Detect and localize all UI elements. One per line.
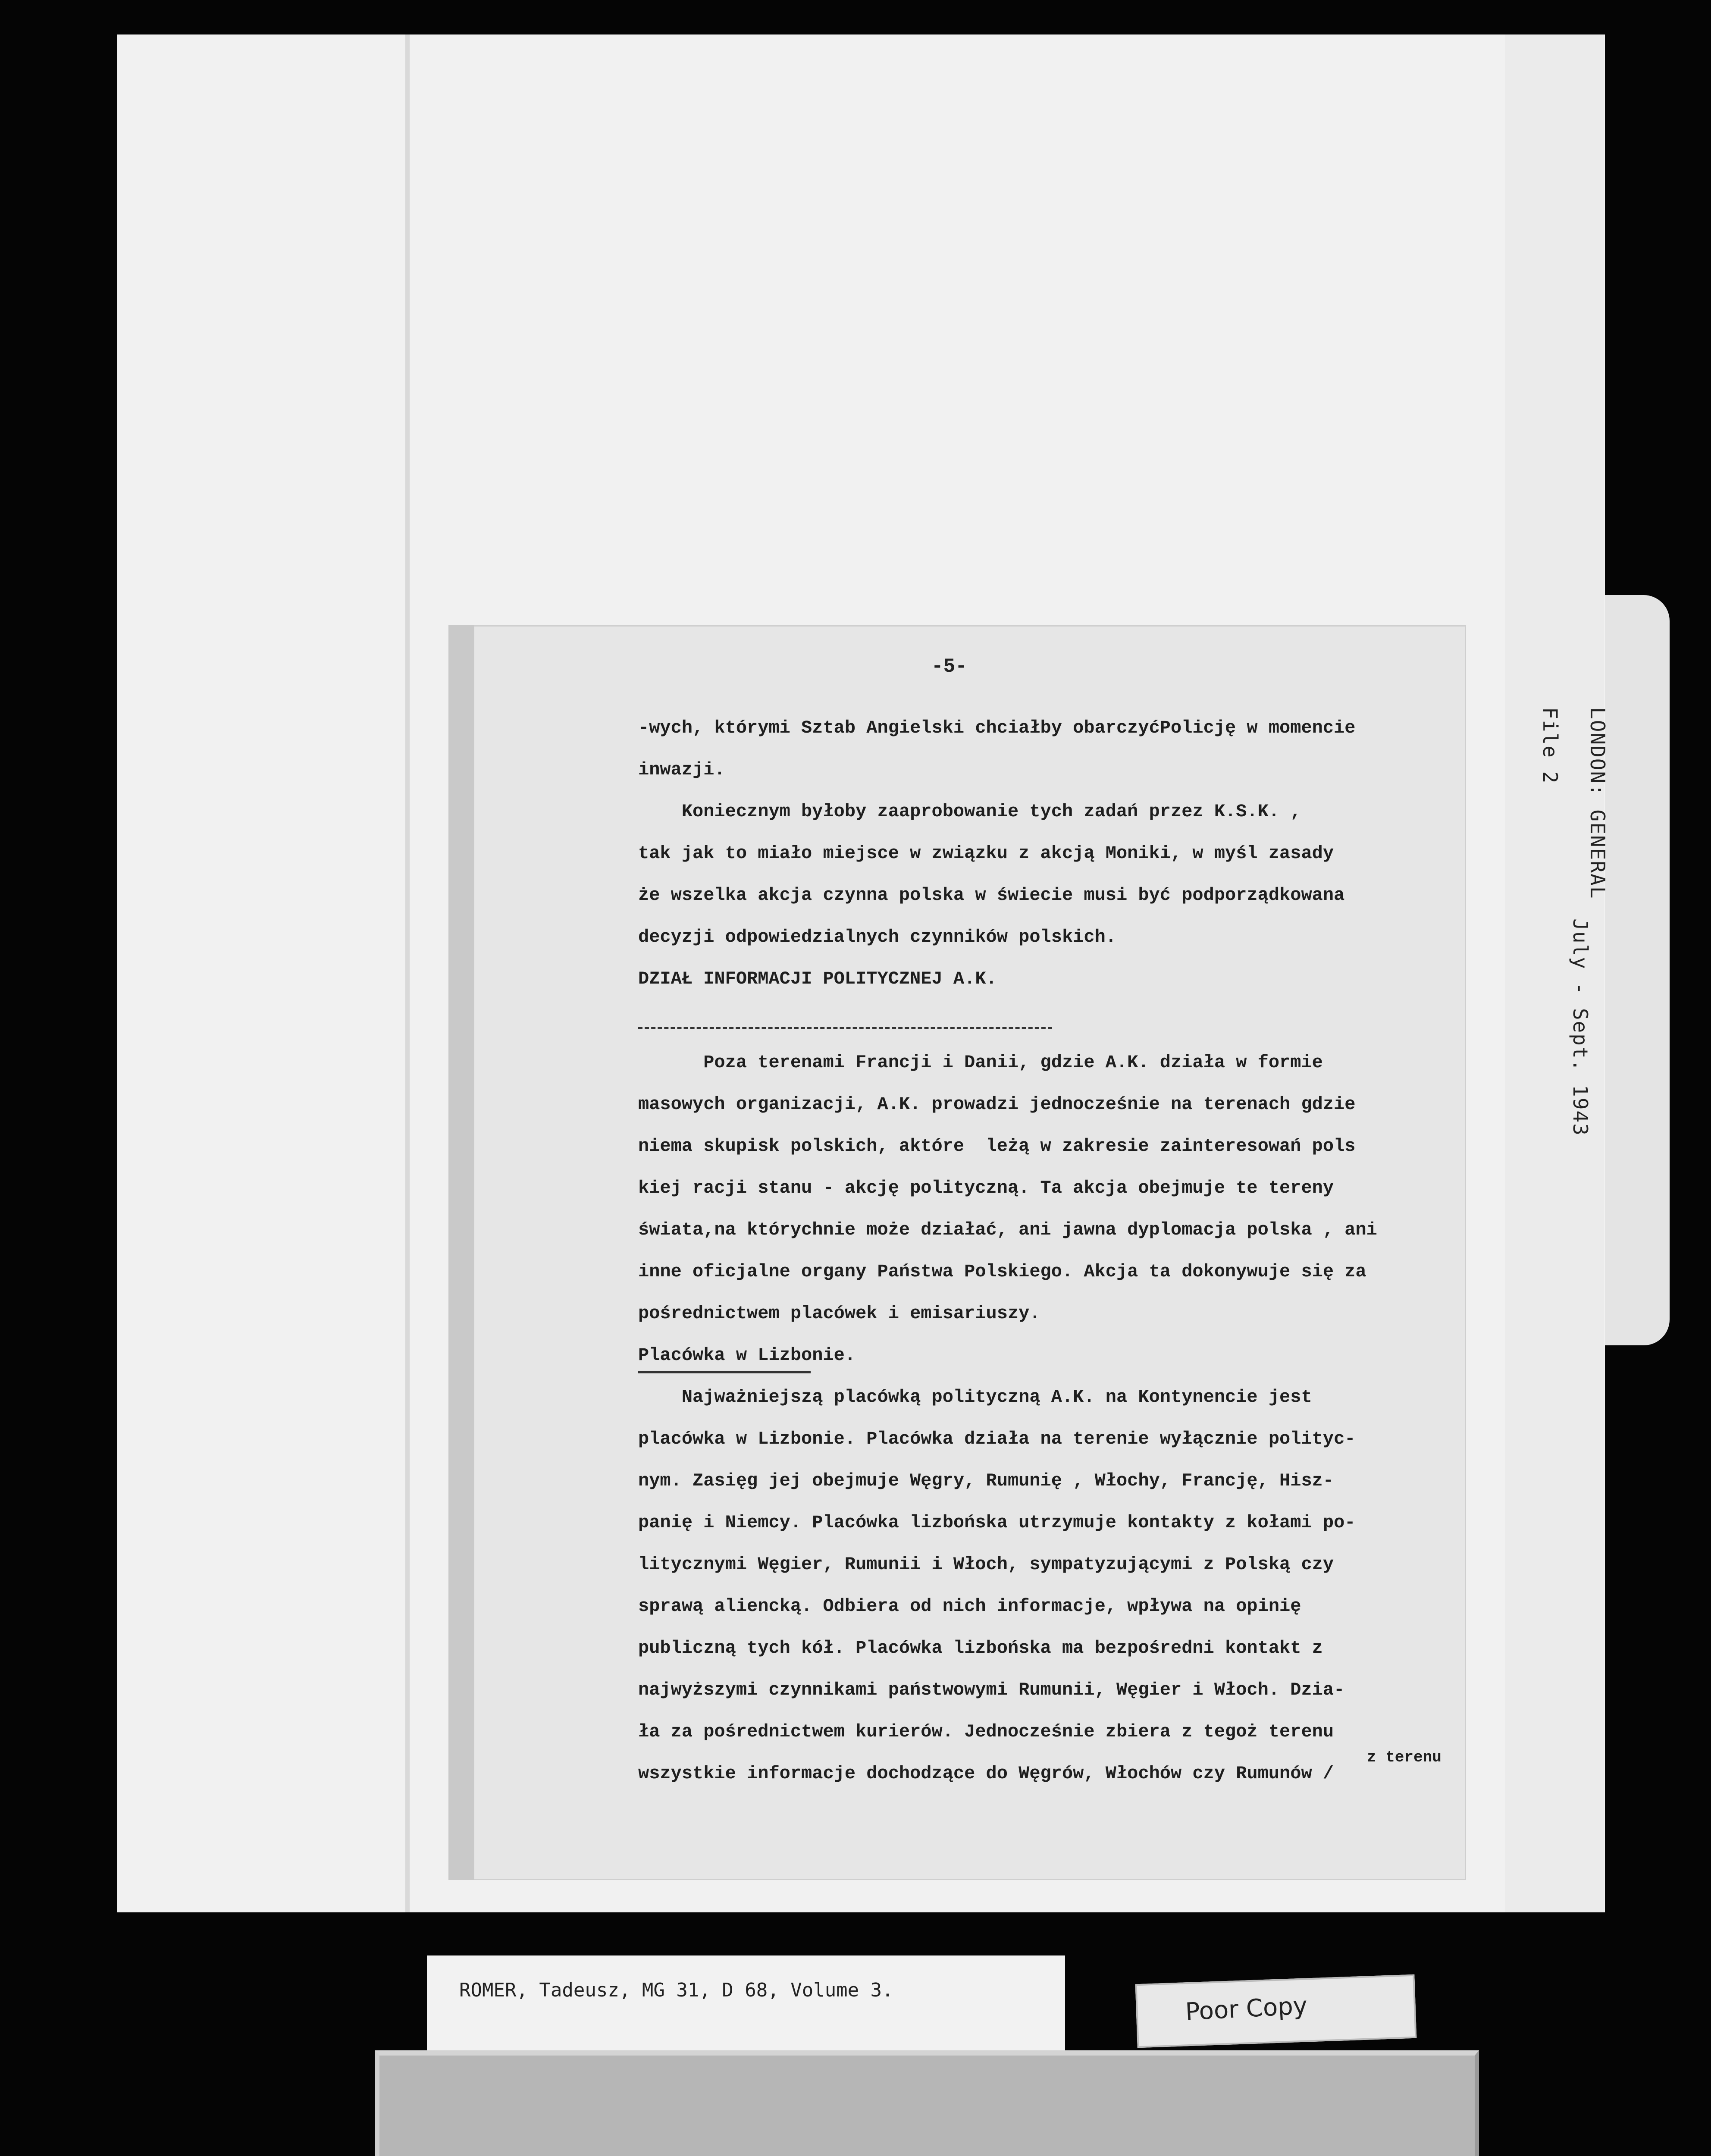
text-line: Poza terenami Francji i Danii, gdzie A.K. działa w formie [638,1052,1323,1073]
typed-text-block [638,707,1457,1795]
folder-tab-label [1526,707,1621,899]
text-line: masowych organizacji, A.K. prowadzi jednocześnie na terenach gdzie [638,1094,1356,1115]
archives-stamp [375,2050,1479,2156]
text-line: niema skupisk polskich, aktóre leżą w zakresie zainteresowań pols [638,1136,1356,1156]
text-line: litycznymi Węgier, Rumunii i Włoch, sympatyzującymi z Polską czy [638,1554,1334,1575]
text-line: ła za pośrednictwem kurierów. Jednocześnie zbiera z tegoż terenu [638,1721,1334,1742]
text-line: placówka w Lizbonie. Placówka działa na terenie wyłącznie polityc- [638,1429,1356,1449]
folder-tab-date [1557,918,1604,1136]
insert-note: z terenu [1367,1749,1442,1766]
text-line [638,1000,1457,1042]
text-line: kiej racji stanu - akcję polityczną. Ta akcja obejmuje te tereny [638,1178,1334,1198]
tab-line-file: File 2 [1539,707,1562,784]
heading-underline [638,1027,1052,1029]
text-line: wszystkie informacje dochodzące do Węgrów, Włochów czy Rumunów / [638,1763,1334,1784]
tab-line-title: LONDON: GENERAL [1586,707,1609,899]
text-line: nym. Zasięg jej obejmuje Węgry, Rumunię , Włochy, Francję, Hisz- [638,1470,1334,1491]
text-line: decyzji odpowiedzialnych czynników polskich. [638,927,1116,947]
tab-line-date: July - Sept. 1943 [1569,918,1592,1136]
folder-fold [405,34,410,1912]
text-line: Najważniejszą placówką polityczną A.K. na Kontynencie jest [638,1387,1312,1407]
subheading-underline [638,1371,811,1373]
text-line: najwyższymi czynnikami państwowymi Rumunii, Węgier i Włoch. Dzia- [638,1680,1345,1700]
text-line: tak jak to miało miejsce w związku z akcją Moniki, w myśl zasady [638,843,1334,864]
text-line: pośrednictwem placówek i emisariuszy. [638,1303,1040,1324]
text-line: świata,na którychnie może działać, ani jawna dyplomacja polska , ani [638,1219,1377,1240]
text-line: inne oficjalne organy Państwa Polskiego. Akcja ta dokonywuje się za [638,1261,1366,1282]
text-line: -wych, którymi Sztab Angielski chciałby obarczyćPolicję w momencie [638,718,1356,738]
text-line: DZIAŁ INFORMACJI POLITYCZNEJ A.K. [638,968,997,989]
poor-copy-tag [1135,1974,1417,2048]
text-line: Placówka w Lizbonie. [638,1345,856,1366]
text-line: inwazji. [638,759,725,780]
text-line: panię i Niemcy. Placówka lizbońska utrzymuje kontakty z kołami po- [638,1512,1356,1533]
page-edge [448,625,474,1880]
reference-label-text: ROMER, Tadeusz, MG 31, D 68, Volume 3. [459,1979,893,2001]
page-number: -5- [931,655,967,678]
text-line: publiczną tych kół. Placówka lizbońska ma bezpośredni kontakt z [638,1638,1323,1658]
text-line: Koniecznym byłoby zaaprobowanie tych zadań przez K.S.K. , [638,801,1301,822]
reference-label [427,1955,1065,2050]
text-line: że wszelka akcja czynna polska w świecie musi być podporządkowana [638,885,1345,906]
poor-copy-text: Poor Copy [1185,1992,1308,2026]
text-line: sprawą aliencką. Odbiera od nich informacje, wpływa na opinię [638,1596,1301,1617]
